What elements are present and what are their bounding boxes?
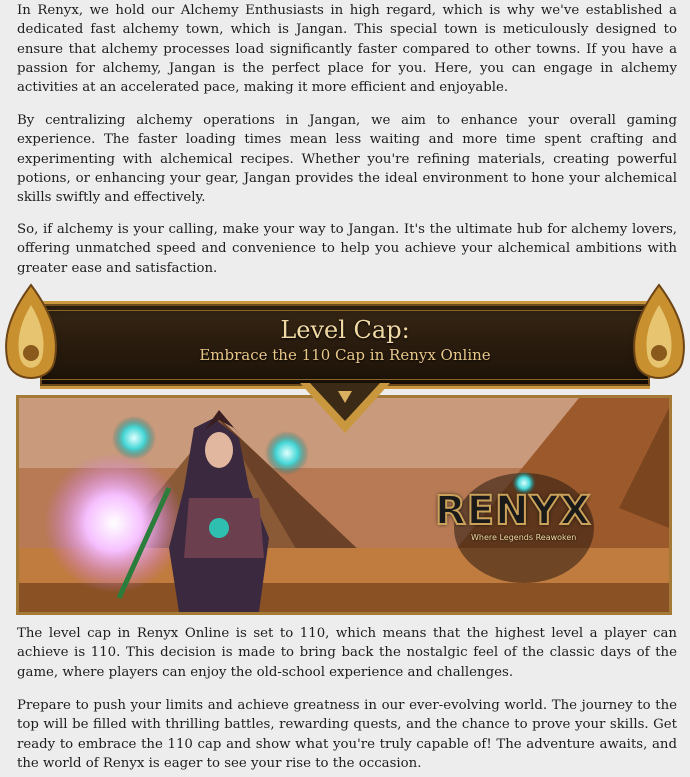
banner-notch-ornament	[300, 383, 390, 435]
level-cap-banner	[0, 283, 690, 621]
level-cap-paragraph: The level cap in Renyx Online is set to 110, which means that the highest level a player can achieve is 110. This decision is made to bring back the nostalgic feel of the classic days of the game, where players can enjoy the old-school experience and challenges.	[17, 626, 677, 680]
intro-paragraph: In Renyx, we hold our Alchemy Enthusiasts in high regard, which is why we've established a dedicated fast alchemy town, which is Jangan. This special town is meticulously designed to ensure that alchemy processes load significantly faster compared to other towns. If you have a passion for alchemy, Jangan is the perfect place for you. Here, you can engage in alchemy activities at an accelerated pace, making it more efficient and enjoyable.	[17, 3, 677, 96]
renyx-logo-tagline: Where Legends Reawoken	[471, 533, 577, 542]
banner-subtitle: Embrace the 110 Cap in Renyx Online	[199, 346, 491, 364]
prepare-paragraph: Prepare to push your limits and achieve greatness in our ever-evolving world. The journey to the top will be filled with thrilling battles, rewarding quests, and the chance to prove your skills. Get ready to embrace the 110 cap and show what you're truly capable of! The adventure awaits, and the world of Renyx is eager to see your rise to the occasion.	[17, 698, 677, 771]
banner-title: Level Cap:	[280, 316, 410, 344]
centralizing-paragraph: By centralizing alchemy operations in Jangan, we aim to enhance your overall gaming experience. The faster loading times mean less waiting and more time spent crafting and experimenting with alchemical recipes. Whether you're refining materials, creating powerful potions, or enhancing your gear, Jangan provides the ideal environment to hone your alchemical skills swiftly and effectively.	[17, 113, 677, 206]
banner-title-bar	[40, 301, 650, 389]
calling-paragraph: So, if alchemy is your calling, make your way to Jangan. It's the ultimate hub for alchemy lovers, offering unmatched speed and convenience to help you achieve your alchemical ambitions with greater ease and satisfaction.	[17, 222, 677, 276]
renyx-logo: RENYX	[435, 488, 592, 534]
